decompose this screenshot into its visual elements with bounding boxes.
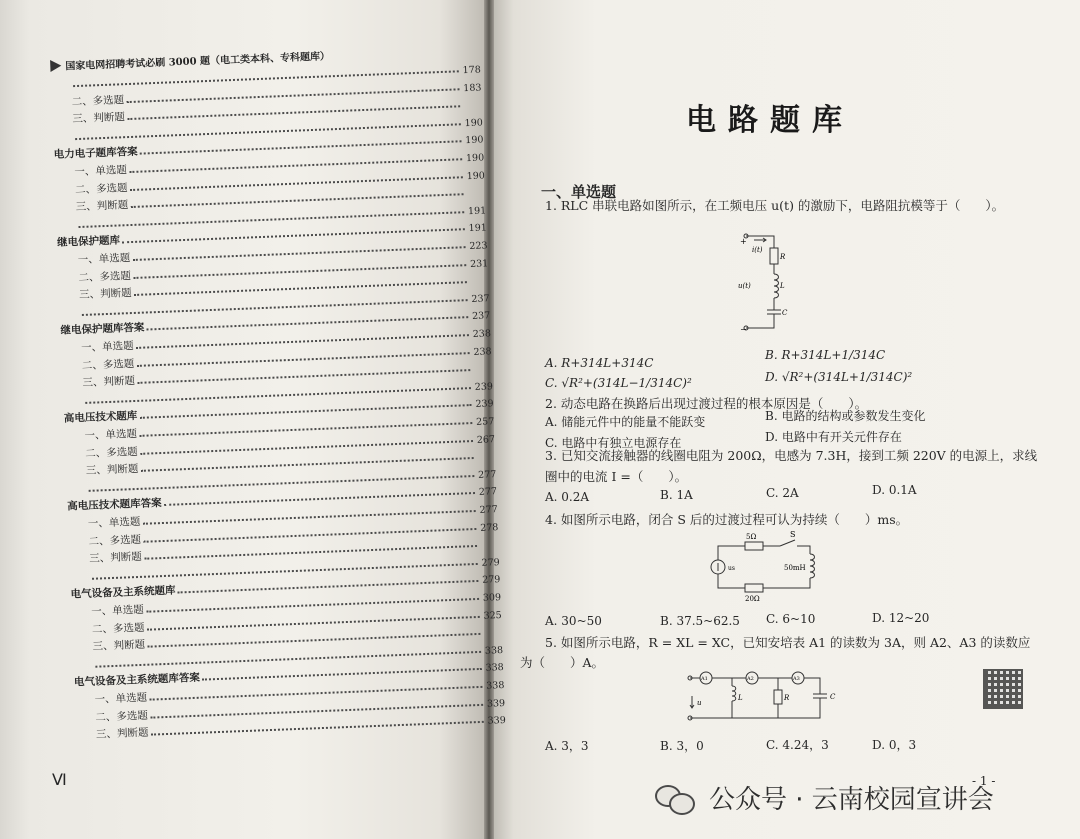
q1-option-c: C. √R²+(314L−1/314C)² — [545, 376, 692, 390]
fig4-us: us — [728, 565, 735, 572]
q5-option-d: D. 0，3 — [872, 738, 917, 752]
toc-entry-label: 三、判断题 — [92, 638, 146, 653]
fig5-r: R — [784, 694, 790, 702]
toc-entry-label: 二、多选题 — [74, 181, 128, 196]
toc-entry-page: 191 — [468, 222, 488, 235]
figure-ammeter-circuit — [680, 668, 840, 728]
toc-entry-label: 三、判断题 — [82, 375, 136, 390]
toc-entry-label: 继电保护题库 — [56, 234, 121, 250]
fig5-a1: A1 — [701, 676, 708, 682]
q3-option-d: D. 0.1A — [872, 483, 917, 497]
fig4-r1: 5Ω — [746, 533, 757, 541]
toc-entry-label: 三、判断题 — [75, 199, 129, 214]
toc-entry-page: 338 — [484, 644, 504, 657]
toc-entry-label: 三、判断题 — [85, 463, 139, 478]
fig5-a3: A3 — [793, 676, 800, 682]
question-1: 1. RLC 串联电路如图所示，在工频电压 u(t) 的激励下，电路阻抗模等于（ ）。 — [545, 198, 1005, 213]
toc-entry-page: 183 — [463, 82, 482, 94]
question-4: 4. 如图所示电路，闭合 S 后的过渡过程可认为持续（ ）ms。 — [545, 512, 909, 527]
toc-entry-page: 178 — [462, 64, 481, 77]
toc-entry-label: 三、判断题 — [95, 726, 149, 741]
toc-entry-label: 高电压技术题库答案 — [67, 497, 162, 514]
toc-entry-page: 278 — [480, 521, 499, 534]
figure-switch-circuit — [700, 530, 830, 605]
right-page-number: - 1 - — [972, 774, 996, 788]
watermark-text: 公众号 · 云南校园宣讲会 — [709, 785, 994, 815]
question-5-line-1: 5. 如图所示电路，R = XL = XC，已知安培表 A1 的读数为 3A，则 A2、A3 的读数应 — [545, 635, 1031, 650]
fig1-minus: − — [740, 325, 747, 334]
toc-entry-page: 239 — [475, 398, 494, 411]
q2-option-c: C. 电路中有独立电源存在 — [545, 436, 682, 450]
fig4-s: S — [790, 530, 796, 539]
fig1-l: L — [780, 282, 785, 290]
toc-entry-page: 267 — [476, 433, 496, 446]
arrow-icon — [50, 59, 61, 71]
q5-option-b: B. 3，0 — [660, 739, 704, 753]
toc-entry-label: 高电压技术题库 — [63, 410, 138, 426]
page-title: 电路题库 — [686, 103, 854, 138]
q5-option-a: A. 3，3 — [545, 739, 589, 753]
toc-entry-page: 237 — [471, 310, 491, 323]
toc-entry-page: 223 — [469, 240, 488, 253]
toc-entry-page: 190 — [465, 152, 485, 165]
toc-entry-page: 277 — [479, 504, 498, 516]
toc-entry-label: 二、多选题 — [91, 621, 145, 636]
qr-code — [983, 669, 1023, 709]
toc-entry-label: 一、单选题 — [74, 164, 128, 179]
toc-entry-label: 一、单选题 — [91, 603, 144, 618]
q1-option-b: B. R+314L+1/314C — [765, 348, 886, 362]
toc-header-text: 国家电网招聘考试必刷 3000 题（电工类本科、专科题库） — [65, 51, 331, 73]
q4-option-c: C. 6~10 — [766, 612, 816, 626]
q3-option-a: A. 0.2A — [545, 490, 590, 504]
toc-entry-label: 二、多选题 — [84, 445, 138, 460]
fig4-r2: 20Ω — [745, 595, 760, 603]
toc-entry-page: 191 — [467, 205, 487, 217]
q5-option-c: C. 4.24，3 — [766, 738, 829, 752]
toc-entry-page: 277 — [478, 486, 498, 499]
toc-entry-page: 279 — [482, 574, 501, 587]
toc-entry-label: 二、多选题 — [71, 93, 125, 108]
q3-option-b: B. 1A — [660, 488, 693, 502]
toc-entry-page: 257 — [475, 416, 495, 428]
fig1-current: i(t) — [752, 246, 763, 254]
section-heading: 一、单选题 — [541, 183, 617, 201]
toc-entry-page: 238 — [473, 345, 492, 358]
toc-entry-page: 309 — [482, 592, 502, 604]
toc-entry-page: 338 — [486, 680, 505, 692]
q1-option-a: A. R+314L+314C — [545, 356, 654, 370]
toc-entry-label: 三、判断题 — [72, 111, 126, 126]
toc-entry-page: 339 — [486, 697, 506, 710]
toc-entry-label: 一、单选题 — [77, 252, 131, 267]
toc-entry-page: 338 — [485, 662, 504, 675]
toc-entry-page: 279 — [481, 556, 500, 569]
fig5-a2: A2 — [747, 676, 754, 682]
q4-option-a: A. 30~50 — [545, 614, 602, 628]
toc-entry-page: 190 — [464, 117, 484, 129]
toc-entry-label: 二、多选题 — [88, 533, 142, 548]
question-3-line-1: 3. 已知交流接触器的线圈电阻为 200Ω，电感为 7.3H，接到工频 220V 的电源上，求线 — [545, 448, 1038, 463]
toc-entry-page: 237 — [471, 293, 490, 305]
q2-option-b: B. 电路的结构或参数发生变化 — [765, 409, 926, 423]
fig1-u: u(t) — [738, 282, 751, 290]
toc-entry-page: 277 — [477, 468, 497, 481]
toc-entry-label: 二、多选题 — [95, 709, 149, 724]
fig5-l: L — [738, 694, 743, 702]
table-of-contents — [50, 41, 509, 757]
toc-entry-label: 电气设备及主系统题库答案 — [73, 672, 201, 689]
fig1-c: C — [782, 309, 788, 317]
toc-entry-label: 一、单选题 — [84, 427, 138, 442]
toc-entry-label: 一、单选题 — [94, 691, 148, 706]
toc-entry-page: 325 — [483, 609, 502, 622]
toc-entry-page: 190 — [466, 169, 486, 182]
q2-option-a: A. 储能元件中的能量不能跃变 — [545, 415, 706, 429]
toc-entry-page: 239 — [474, 381, 494, 393]
toc-entry-label: 三、判断题 — [78, 287, 132, 302]
toc-entry-label: 二、多选题 — [78, 269, 132, 284]
fig5-c: C — [830, 693, 836, 701]
toc-entry-page: 238 — [472, 328, 492, 340]
left-page-number: Ⅵ — [52, 770, 67, 789]
toc-entry-label: 三、判断题 — [89, 551, 142, 566]
wechat-icon — [655, 783, 695, 813]
toc-entry-page: 339 — [487, 715, 506, 727]
q2-option-d: D. 电路中有开关元件存在 — [765, 430, 902, 444]
question-5-line-2: 为（ ）A。 — [520, 655, 605, 670]
toc-entry-label: 一、单选题 — [80, 340, 134, 355]
toc-entry-label: 电力电子题库答案 — [53, 146, 138, 162]
toc-entry-label: 一、单选题 — [87, 515, 141, 530]
watermark — [655, 779, 994, 816]
toc-entry-label: 二、多选题 — [81, 357, 135, 372]
toc-entry-page: 190 — [465, 134, 484, 147]
q4-option-d: D. 12~20 — [872, 611, 930, 625]
fig1-r: R — [780, 253, 786, 261]
toc-leader-dots — [151, 721, 484, 736]
fig1-plus: + — [740, 237, 747, 246]
q4-option-b: B. 37.5~62.5 — [660, 614, 740, 628]
figure-rlc-circuit — [730, 228, 810, 338]
toc-entry-label: 继电保护题库答案 — [60, 321, 145, 338]
question-2: 2. 动态电路在换路后出现过渡过程的根本原因是（ ）。 — [545, 396, 868, 411]
toc-entry-page: 231 — [469, 257, 489, 270]
toc-entry-label: 电气设备及主系统题库 — [70, 584, 176, 601]
fig4-l: 50mH — [784, 564, 806, 572]
question-3-line-2: 圈中的电流 I =（ ）。 — [545, 469, 688, 484]
q1-option-d: D. √R²+(314L+1/314C)² — [765, 370, 913, 384]
q3-option-c: C. 2A — [766, 486, 799, 500]
fig5-u: u — [697, 699, 702, 707]
